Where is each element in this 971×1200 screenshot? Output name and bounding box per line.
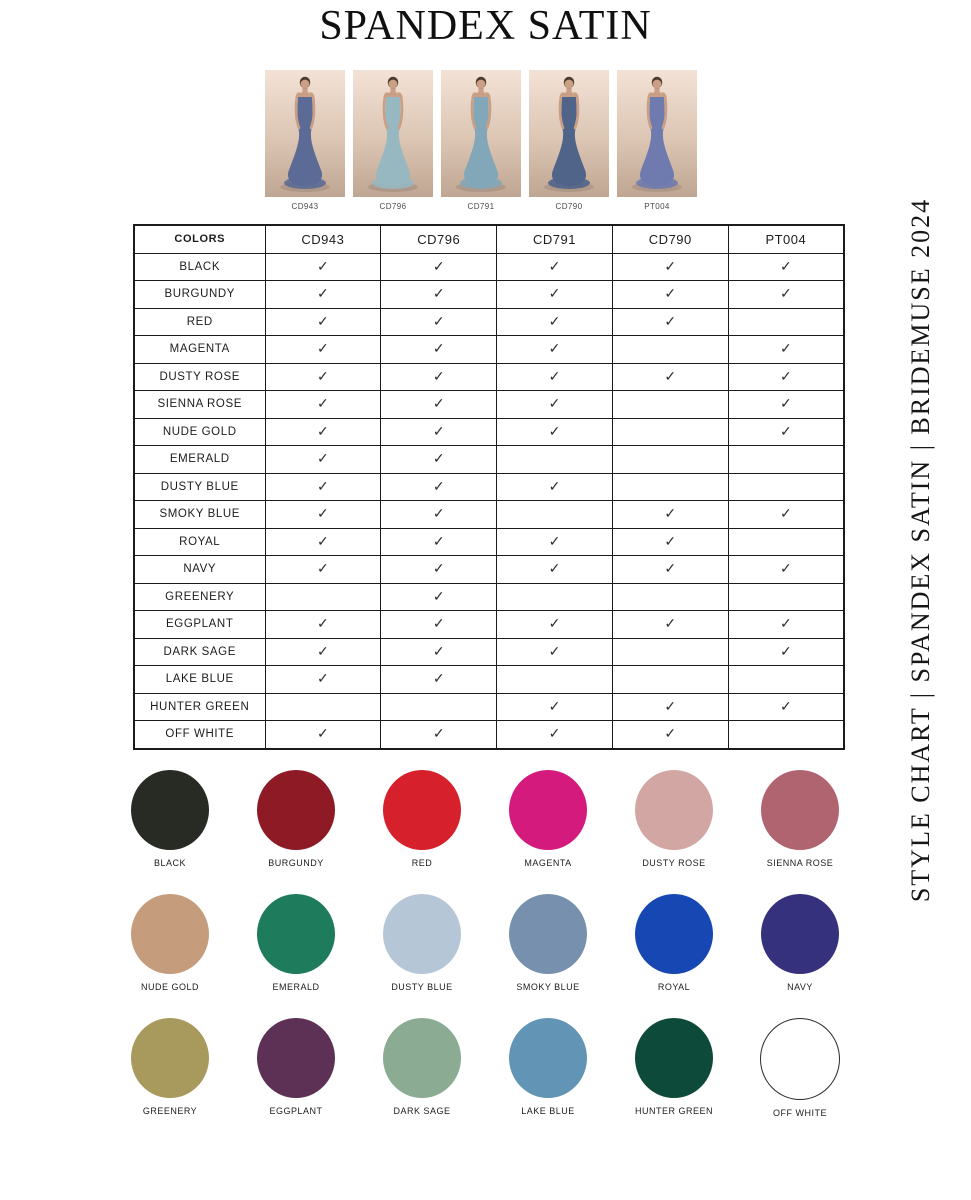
check-icon: ✓	[317, 367, 329, 384]
color-name-cell: NUDE GOLD	[134, 418, 265, 446]
check-icon: ✓	[317, 285, 329, 302]
availability-cell	[381, 501, 497, 529]
swatch-circle	[761, 894, 839, 974]
swatch-circle	[383, 1018, 461, 1098]
check-icon: ✓	[432, 367, 445, 384]
check-icon: ✓	[432, 587, 445, 604]
check-icon: ✓	[779, 697, 792, 714]
swatch-circle	[635, 1018, 713, 1098]
swatch-label: NUDE GOLD	[140, 982, 199, 992]
check-icon: ✓	[548, 257, 561, 274]
availability-cell	[497, 721, 613, 749]
availability-cell	[612, 666, 728, 694]
availability-cell	[265, 253, 381, 281]
availability-cell	[265, 418, 381, 446]
color-name-cell: BLACK	[134, 253, 265, 281]
swatch-item	[233, 770, 359, 868]
availability-cell	[497, 308, 613, 336]
swatch-label: HUNTER GREEN	[634, 1106, 713, 1116]
availability-cell	[728, 253, 844, 281]
dress-card	[617, 70, 697, 211]
swatch-circle	[257, 1018, 335, 1098]
check-icon: ✓	[432, 257, 445, 274]
check-icon: ✓	[317, 477, 329, 494]
dress-card	[441, 70, 521, 211]
check-icon: ✓	[664, 560, 677, 577]
availability-cell	[728, 721, 844, 749]
swatch-label: GREENERY	[142, 1106, 198, 1116]
check-icon: ✓	[432, 532, 445, 549]
availability-cell	[612, 638, 728, 666]
check-icon: ✓	[548, 285, 561, 302]
swatch-item	[107, 770, 233, 868]
swatch-circle	[509, 1018, 587, 1098]
availability-cell	[497, 253, 613, 281]
availability-cell	[381, 281, 497, 309]
check-icon: ✓	[432, 670, 445, 687]
availability-cell	[497, 611, 613, 639]
color-name-cell: HUNTER GREEN	[134, 693, 265, 721]
check-icon: ✓	[664, 285, 677, 302]
style-column-header: CD791	[497, 225, 613, 253]
style-column-header: CD943	[265, 225, 381, 253]
color-name-cell: DARK SAGE	[134, 638, 265, 666]
availability-cell	[612, 611, 728, 639]
availability-cell	[497, 528, 613, 556]
availability-cell	[612, 253, 728, 281]
availability-cell	[497, 363, 613, 391]
swatch-label: DARK SAGE	[393, 1106, 451, 1116]
availability-cell	[612, 556, 728, 584]
check-icon: ✓	[548, 395, 561, 412]
availability-cell	[728, 308, 844, 336]
swatch-item	[611, 1018, 737, 1118]
check-icon: ✓	[548, 560, 561, 577]
color-name-cell: SMOKY BLUE	[134, 501, 265, 529]
availability-cell	[612, 583, 728, 611]
swatch-circle	[760, 1018, 840, 1100]
availability-table	[133, 224, 845, 750]
availability-cell	[728, 336, 844, 364]
availability-cell	[497, 693, 613, 721]
availability-cell	[381, 473, 497, 501]
color-swatch-grid	[107, 770, 863, 1118]
availability-cell	[265, 693, 381, 721]
availability-cell	[728, 528, 844, 556]
swatch-label: MAGENTA	[524, 858, 572, 868]
check-icon: ✓	[779, 257, 792, 274]
table-row	[134, 473, 844, 501]
dress-card	[353, 70, 433, 211]
availability-cell	[381, 611, 497, 639]
availability-cell	[497, 336, 613, 364]
color-name-cell: GREENERY	[134, 583, 265, 611]
table-row	[134, 446, 844, 474]
color-name-cell: BURGUNDY	[134, 281, 265, 309]
colors-column-header: COLORS	[134, 225, 265, 253]
swatch-label: SMOKY BLUE	[516, 982, 580, 992]
check-icon: ✓	[779, 340, 792, 357]
availability-table-header	[134, 225, 844, 253]
availability-cell	[265, 666, 381, 694]
availability-cell	[497, 666, 613, 694]
availability-cell	[728, 391, 844, 419]
check-icon: ✓	[779, 422, 792, 439]
availability-cell	[265, 638, 381, 666]
availability-cell	[265, 501, 381, 529]
check-icon: ✓	[548, 725, 561, 742]
check-icon: ✓	[317, 532, 329, 549]
check-icon: ✓	[317, 642, 329, 659]
availability-cell	[381, 666, 497, 694]
swatch-item	[233, 894, 359, 992]
swatch-circle	[635, 894, 713, 974]
table-row	[134, 308, 844, 336]
swatch-item	[737, 770, 863, 868]
check-icon: ✓	[432, 615, 445, 632]
check-icon: ✓	[664, 257, 677, 274]
table-row	[134, 253, 844, 281]
check-icon: ✓	[548, 477, 561, 494]
color-name-cell: DUSTY BLUE	[134, 473, 265, 501]
table-row	[134, 721, 844, 749]
check-icon: ✓	[664, 312, 677, 329]
check-icon: ✓	[317, 312, 329, 329]
availability-cell	[497, 638, 613, 666]
availability-cell	[497, 446, 613, 474]
availability-cell	[381, 446, 497, 474]
availability-cell	[381, 556, 497, 584]
availability-cell	[612, 528, 728, 556]
availability-cell	[265, 446, 381, 474]
check-icon: ✓	[432, 312, 445, 329]
check-icon: ✓	[779, 395, 792, 412]
check-icon: ✓	[664, 615, 677, 632]
check-icon: ✓	[317, 615, 329, 632]
swatch-label: BURGUNDY	[268, 858, 324, 868]
dress-code-label: CD790	[555, 202, 583, 211]
check-icon: ✓	[548, 312, 561, 329]
color-name-cell: EMERALD	[134, 446, 265, 474]
availability-cell	[265, 528, 381, 556]
swatch-item	[611, 770, 737, 868]
table-row	[134, 418, 844, 446]
check-icon: ✓	[664, 532, 677, 549]
table-row	[134, 281, 844, 309]
swatch-item	[485, 1018, 611, 1118]
color-name-cell: OFF WHITE	[134, 721, 265, 749]
dress-photo-icon	[529, 70, 609, 197]
availability-cell	[612, 418, 728, 446]
check-icon: ✓	[432, 340, 445, 357]
swatch-item	[485, 770, 611, 868]
check-icon: ✓	[432, 560, 445, 577]
check-icon: ✓	[317, 670, 329, 687]
swatch-label: DUSTY BLUE	[391, 982, 453, 992]
table-row	[134, 528, 844, 556]
check-icon: ✓	[548, 367, 561, 384]
availability-cell	[612, 281, 728, 309]
availability-cell	[381, 638, 497, 666]
check-icon: ✓	[432, 477, 445, 494]
availability-cell	[612, 446, 728, 474]
dress-photo-icon	[353, 70, 433, 197]
check-icon: ✓	[432, 725, 445, 742]
availability-cell	[497, 583, 613, 611]
color-name-cell: EGGPLANT	[134, 611, 265, 639]
swatch-circle	[509, 770, 587, 850]
availability-cell	[728, 281, 844, 309]
swatch-circle	[509, 894, 587, 974]
availability-cell	[612, 363, 728, 391]
availability-cell	[381, 528, 497, 556]
swatch-item	[107, 1018, 233, 1118]
swatch-item	[737, 894, 863, 992]
availability-cell	[497, 501, 613, 529]
style-column-header: CD796	[381, 225, 497, 253]
swatch-item	[359, 894, 485, 992]
table-row	[134, 556, 844, 584]
check-icon: ✓	[548, 642, 561, 659]
swatch-item	[359, 1018, 485, 1118]
swatch-item	[485, 894, 611, 992]
check-icon: ✓	[779, 615, 792, 632]
availability-cell	[728, 446, 844, 474]
table-row	[134, 638, 844, 666]
availability-cell	[497, 391, 613, 419]
check-icon: ✓	[432, 642, 445, 659]
dress-photo-icon	[265, 70, 345, 197]
swatch-label: EMERALD	[272, 982, 320, 992]
swatch-circle	[383, 770, 461, 850]
availability-cell	[381, 418, 497, 446]
check-icon: ✓	[317, 422, 329, 439]
availability-cell	[728, 473, 844, 501]
table-row	[134, 501, 844, 529]
availability-cell	[497, 418, 613, 446]
availability-cell	[728, 418, 844, 446]
color-name-cell: MAGENTA	[134, 336, 265, 364]
check-icon: ✓	[664, 725, 677, 742]
color-name-cell: ROYAL	[134, 528, 265, 556]
swatch-item	[737, 1018, 863, 1118]
page-title: SPANDEX SATIN	[319, 3, 652, 49]
availability-cell	[381, 363, 497, 391]
check-icon: ✓	[432, 285, 445, 302]
swatch-label: NAVY	[787, 982, 813, 992]
availability-cell	[265, 308, 381, 336]
dress-code-label: CD943	[291, 202, 319, 211]
color-name-cell: DUSTY ROSE	[134, 363, 265, 391]
availability-cell	[497, 556, 613, 584]
check-icon: ✓	[664, 367, 677, 384]
check-icon: ✓	[548, 615, 561, 632]
availability-cell	[612, 693, 728, 721]
table-row	[134, 583, 844, 611]
swatch-label: BLACK	[153, 858, 186, 868]
table-row	[134, 391, 844, 419]
availability-cell	[728, 501, 844, 529]
check-icon: ✓	[317, 395, 329, 412]
availability-cell	[265, 281, 381, 309]
dress-card	[265, 70, 345, 211]
availability-cell	[381, 583, 497, 611]
check-icon: ✓	[317, 340, 329, 357]
dress-code-label: CD791	[467, 202, 495, 211]
swatch-label: SIENNA ROSE	[766, 858, 834, 868]
availability-cell	[265, 556, 381, 584]
check-icon: ✓	[779, 367, 792, 384]
style-column-header: CD790	[612, 225, 728, 253]
availability-cell	[728, 693, 844, 721]
color-name-cell: RED	[134, 308, 265, 336]
swatch-circle	[383, 894, 461, 974]
swatch-circle	[761, 770, 839, 850]
swatch-circle	[635, 770, 713, 850]
availability-cell	[612, 501, 728, 529]
swatch-circle	[131, 1018, 209, 1098]
availability-cell	[728, 363, 844, 391]
swatch-item	[107, 894, 233, 992]
availability-table-body	[134, 253, 844, 749]
availability-cell	[497, 281, 613, 309]
availability-cell	[612, 721, 728, 749]
dress-code-label: PT004	[644, 202, 670, 211]
swatch-label: RED	[411, 858, 433, 868]
dress-strip	[265, 70, 697, 211]
check-icon: ✓	[317, 560, 329, 577]
swatch-circle	[131, 894, 209, 974]
availability-cell	[265, 583, 381, 611]
availability-cell	[728, 556, 844, 584]
dress-photo-icon	[617, 70, 697, 197]
check-icon: ✓	[317, 505, 329, 522]
check-icon: ✓	[548, 532, 561, 549]
sidebar-vertical-text-wrap	[899, 197, 943, 903]
swatch-item	[233, 1018, 359, 1118]
availability-cell	[265, 391, 381, 419]
availability-cell	[381, 308, 497, 336]
availability-cell	[612, 473, 728, 501]
swatch-circle	[257, 894, 335, 974]
swatch-label: OFF WHITE	[773, 1108, 827, 1118]
table-row	[134, 363, 844, 391]
swatch-item	[611, 894, 737, 992]
availability-cell	[265, 611, 381, 639]
check-icon: ✓	[664, 505, 677, 522]
check-icon: ✓	[432, 422, 445, 439]
availability-cell	[381, 721, 497, 749]
style-column-header: PT004	[728, 225, 844, 253]
color-name-cell: LAKE BLUE	[134, 666, 265, 694]
swatch-label: LAKE BLUE	[521, 1106, 575, 1116]
availability-cell	[728, 611, 844, 639]
dress-card	[529, 70, 609, 211]
check-icon: ✓	[548, 697, 561, 714]
availability-cell	[612, 391, 728, 419]
check-icon: ✓	[664, 697, 677, 714]
availability-cell	[381, 336, 497, 364]
check-icon: ✓	[432, 450, 445, 467]
swatch-item	[359, 770, 485, 868]
table-row	[134, 666, 844, 694]
check-icon: ✓	[317, 725, 329, 742]
table-row	[134, 611, 844, 639]
check-icon: ✓	[432, 505, 445, 522]
check-icon: ✓	[779, 642, 792, 659]
swatch-label: EGGPLANT	[269, 1106, 323, 1116]
check-icon: ✓	[779, 285, 792, 302]
swatch-circle	[131, 770, 209, 850]
availability-cell	[612, 336, 728, 364]
availability-cell	[728, 583, 844, 611]
availability-cell	[612, 308, 728, 336]
availability-cell	[381, 693, 497, 721]
dress-code-label: CD796	[379, 202, 407, 211]
swatch-label: DUSTY ROSE	[642, 858, 706, 868]
availability-cell	[265, 336, 381, 364]
check-icon: ✓	[432, 395, 445, 412]
sidebar-vertical-text: STYLE CHART | SPANDEX SATIN | BRIDEMUSE 2024	[906, 197, 935, 903]
check-icon: ✓	[317, 450, 329, 467]
color-name-cell: SIENNA ROSE	[134, 391, 265, 419]
check-icon: ✓	[548, 340, 561, 357]
dress-photo-icon	[441, 70, 521, 197]
availability-cell	[381, 253, 497, 281]
table-row	[134, 336, 844, 364]
table-row	[134, 693, 844, 721]
swatch-circle	[257, 770, 335, 850]
availability-cell	[381, 391, 497, 419]
availability-cell	[728, 638, 844, 666]
availability-cell	[265, 363, 381, 391]
check-icon: ✓	[779, 505, 792, 522]
color-name-cell: NAVY	[134, 556, 265, 584]
availability-cell	[497, 473, 613, 501]
availability-cell	[265, 721, 381, 749]
check-icon: ✓	[779, 560, 792, 577]
check-icon: ✓	[317, 257, 329, 274]
availability-cell	[265, 473, 381, 501]
availability-cell	[728, 666, 844, 694]
swatch-label: ROYAL	[657, 982, 691, 992]
check-icon: ✓	[548, 422, 561, 439]
